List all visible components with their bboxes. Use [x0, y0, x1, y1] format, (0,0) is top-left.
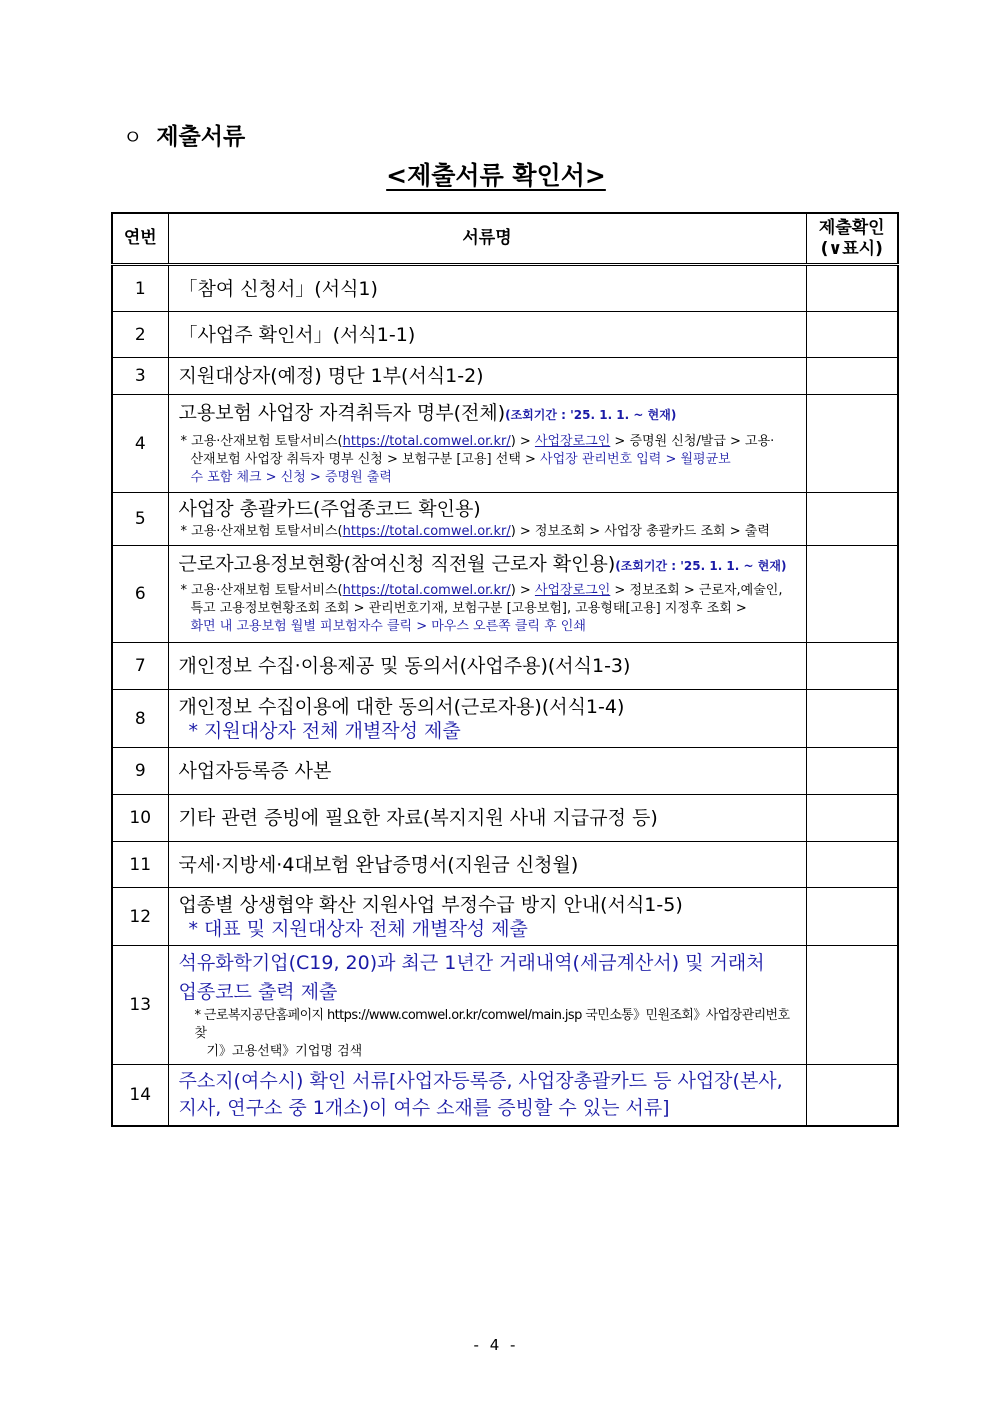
document-name-line1: 석유화학기업(C19, 20)과 최근 1년간 거래내역(세금계산서) 및 거래처: [178, 952, 765, 974]
table-row: [112, 946, 898, 1065]
document-title: [0, 156, 992, 192]
header-check: [806, 213, 898, 265]
table-row: [112, 888, 898, 946]
period-note: (조회기간 : '25. 1. 1. ~ 현재): [615, 559, 787, 573]
document-cell: [168, 888, 806, 946]
instruction-text: > 정보조회 > 근로자,예술인,: [610, 583, 783, 598]
instruction-line: 수 포함 체크 > 신청 > 증명원 출력: [190, 469, 392, 485]
check-cell[interactable]: [806, 493, 898, 546]
row-number: 3: [112, 358, 168, 395]
check-cell[interactable]: [806, 1065, 898, 1127]
document-name: 업종별 상생협약 확산 지원사업 부정수급 방지 안내(서식1-5): [178, 893, 683, 916]
table-row: [112, 842, 898, 888]
table-row: [112, 312, 898, 358]
table-row: [112, 358, 898, 395]
page-number: - 4 -: [473, 1336, 519, 1354]
instruction-text: ) >: [510, 583, 535, 598]
section-bullet: ㅇ: [123, 125, 143, 149]
instruction-line: 화면 내 고용보험 월별 피보험자수 클릭 > 마우스 오른쪽 클릭 후 인쇄: [190, 619, 586, 634]
row-number: 7: [112, 643, 168, 690]
row-number: 10: [112, 795, 168, 842]
document-name: 개인정보 수집·이용제공 및 동의서(사업주용)(서식1-3): [168, 643, 806, 690]
row-number: 14: [112, 1065, 168, 1127]
instruction-text: > 증명원 신청/발급 > 고용·: [610, 433, 775, 449]
section-title: 제출서류: [156, 124, 246, 150]
document-name: 고용보험 사업장 자격취득자 명부(전체): [178, 401, 506, 424]
instruction-text: * 고용·산재보험 토탈서비스(: [180, 524, 343, 539]
row-number: 2: [112, 312, 168, 358]
submission-documents-table: [111, 212, 899, 1127]
row-number: 11: [112, 842, 168, 888]
table-row: [112, 546, 898, 643]
comwel-link[interactable]: https://total.comwel.or.kr/: [342, 524, 511, 539]
check-cell[interactable]: [806, 842, 898, 888]
row-number: 6: [112, 546, 168, 643]
document-name-line2: 지사, 연구소 중 1개소)이 여수 소재를 증빙할 수 있는 서류]: [178, 1097, 670, 1119]
submission-note: * 대표 및 지원대상자 전체 개별작성 제출: [188, 917, 528, 940]
instruction-line: * 근로복지공단홈페이지 https://www.comwel.or.kr/comwel/main.jsp 국민소통》민원조회》사업장관리번호찾: [194, 1008, 790, 1041]
section-heading: [123, 118, 245, 151]
table-row: [112, 643, 898, 690]
document-name: 개인정보 수집이용에 대한 동의서(근로자용)(서식1-4): [178, 695, 625, 718]
header-check-line2: (∨표시): [820, 238, 883, 259]
instruction-line: [179, 433, 796, 451]
period-note: (조회기간 : '25. 1. 1. ~ 현재): [505, 407, 677, 422]
instruction-line: 특고 고용정보현황조회 조회 > 관리번호기재, 보험구분 [고용보험], 고용형태[고용] 지정후 조회 >: [190, 601, 747, 616]
document-name-line2: 업종코드 출력 제출: [178, 981, 338, 1003]
document-name: 기타 관련 증빙에 필요한 자료(복지지원 사내 지급규정 등): [168, 795, 806, 842]
instruction-line: [179, 451, 796, 469]
instruction-text: ) >: [510, 433, 535, 449]
table-row: [112, 265, 898, 312]
table-row: [112, 1065, 898, 1127]
table-row: [112, 795, 898, 842]
header-no: 연번: [112, 213, 168, 265]
instruction-text: * 고용·산재보험 토탈서비스(: [180, 433, 343, 449]
check-cell[interactable]: [806, 312, 898, 358]
document-cell: [168, 1065, 806, 1127]
check-cell[interactable]: [806, 395, 898, 493]
header-name: 서류명: [168, 213, 806, 265]
workplace-login-link[interactable]: 사업장로그인: [534, 433, 611, 449]
document-name: 사업장 총괄카드(주업종코드 확인용): [178, 498, 481, 520]
document-name: 근로자고용정보현황(참여신청 직전월 근로자 확인용): [178, 553, 616, 575]
document-name: 국세·지방세·4대보험 완납증명서(지원금 신청월): [168, 842, 806, 888]
row-number: 12: [112, 888, 168, 946]
check-cell[interactable]: [806, 546, 898, 643]
instruction-text: 사업장 관리번호 입력 > 월평균보: [540, 451, 731, 467]
document-cell: [168, 690, 806, 748]
instruction-line: [179, 582, 796, 600]
instruction-line: 기》고용선택》기업명 검색: [206, 1044, 363, 1059]
row-number: 8: [112, 690, 168, 748]
document-name: 「참여 신청서」(서식1): [168, 265, 806, 312]
header-check-line1: 제출확인: [818, 217, 885, 238]
table-row: [112, 748, 898, 795]
check-cell[interactable]: [806, 358, 898, 395]
submission-note: * 지원대상자 전체 개별작성 제출: [188, 719, 461, 742]
document-name: 사업자등록증 사본: [168, 748, 806, 795]
check-cell[interactable]: [806, 795, 898, 842]
check-cell[interactable]: [806, 748, 898, 795]
check-cell[interactable]: [806, 946, 898, 1065]
instruction-line: [179, 523, 796, 541]
check-cell[interactable]: [806, 265, 898, 312]
comwel-link[interactable]: https://total.comwel.or.kr/: [342, 583, 511, 598]
row-number: 13: [112, 946, 168, 1065]
row-number: 4: [112, 395, 168, 493]
table-row: [112, 493, 898, 546]
instruction-text: 산재보험 사업장 취득자 명부 신청 > 보험구분 [고용] 선택 >: [190, 451, 541, 467]
table-header-row: [112, 213, 898, 265]
instruction-text: * 고용·산재보험 토탈서비스(: [180, 583, 343, 598]
row-number: 1: [112, 265, 168, 312]
document-cell: [168, 395, 806, 493]
document-name-line1: 주소지(여수시) 확인 서류[사업자등록증, 사업장총괄카드 등 사업장(본사,: [178, 1070, 783, 1092]
document-cell: [168, 946, 806, 1065]
check-cell[interactable]: [806, 690, 898, 748]
comwel-link[interactable]: https://total.comwel.or.kr/: [342, 433, 511, 449]
row-number: 5: [112, 493, 168, 546]
table-row: [112, 395, 898, 493]
check-cell[interactable]: [806, 643, 898, 690]
instruction-text: ) > 정보조회 > 사업장 총괄카드 조회 > 출력: [510, 524, 770, 539]
document-name: 지원대상자(예정) 명단 1부(서식1-2): [168, 358, 806, 395]
document-name: 「사업주 확인서」(서식1-1): [168, 312, 806, 358]
check-cell[interactable]: [806, 888, 898, 946]
document-cell: [168, 546, 806, 643]
table-row: [112, 690, 898, 748]
row-number: 9: [112, 748, 168, 795]
document-cell: [168, 493, 806, 546]
document-title-text: <제출서류 확인서>: [386, 161, 606, 190]
workplace-login-link[interactable]: 사업장로그인: [534, 583, 611, 598]
